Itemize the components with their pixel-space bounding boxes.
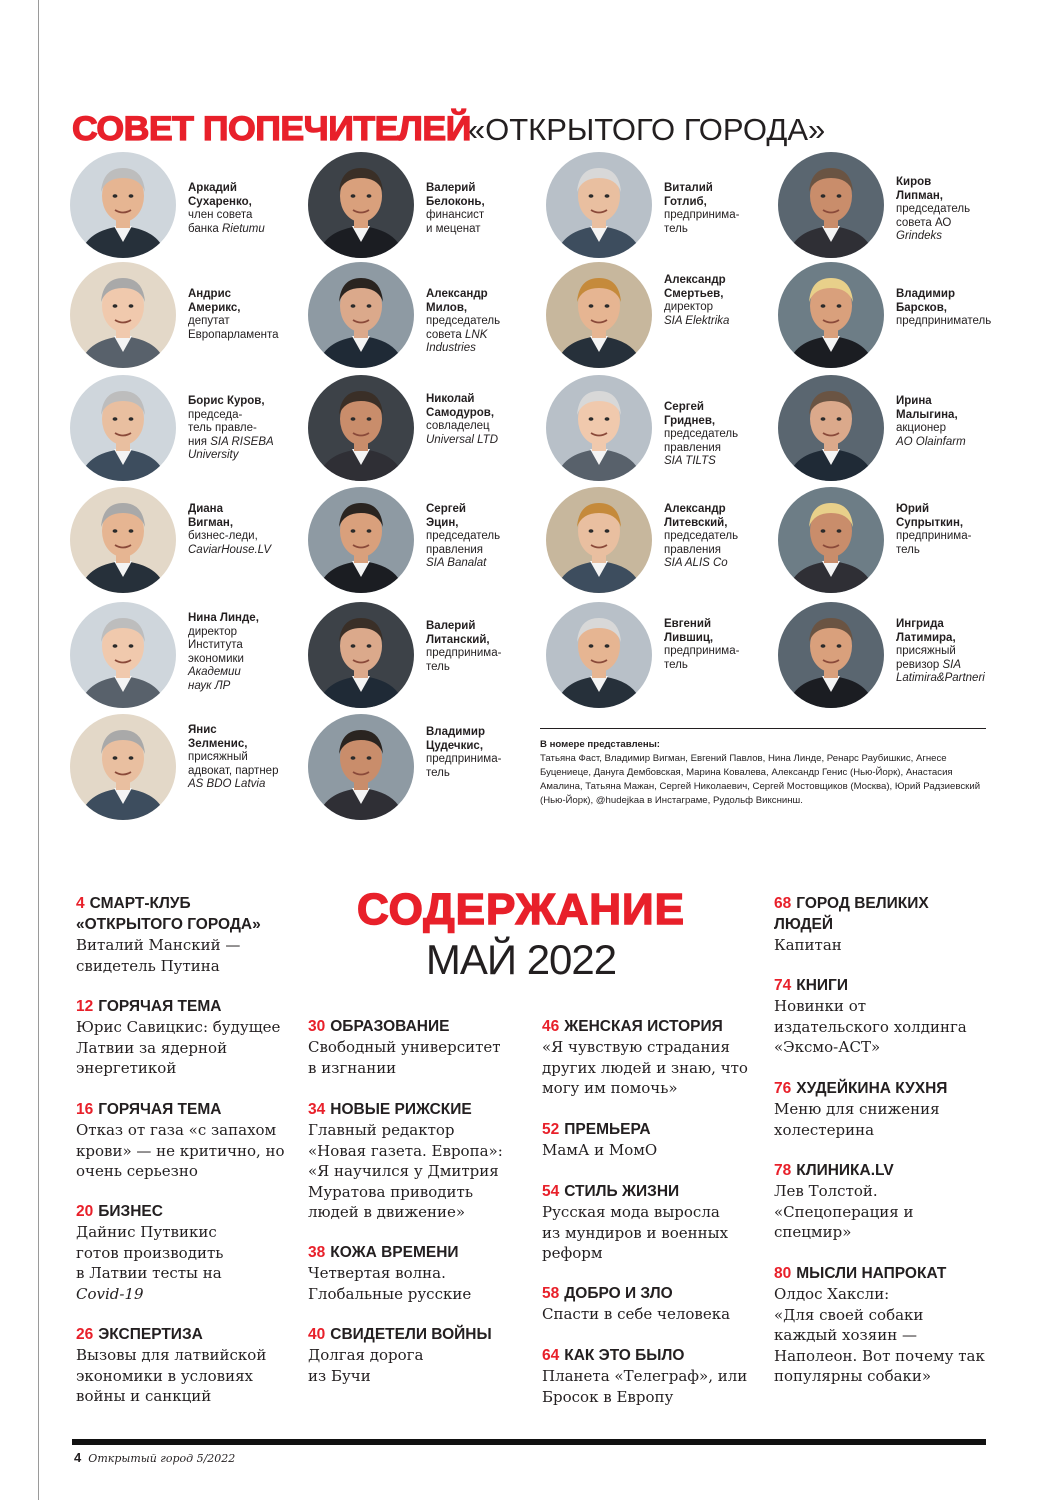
contents-page-number: 46: [542, 1018, 560, 1035]
contents-page-number: 40: [308, 1326, 326, 1343]
credits-text: Татьяна Фаст, Владимир Вигман, Евгений Павлов, Нина Линде, Ренарс Раубишкис, Агнесе Буцениеце, Дануга Дембовская, Марина Ковалева, Александр Генис (Нью-Йорк), Анастасия Амалина, Татьяна Мажан, Сергей Николаевич, Сергей Мостовщиков (Москва), Юрий Радзиевский (Нью-Йорк), @hudejkaa в Инстаграме, Рудольф Викснинш.: [540, 753, 981, 806]
contents-item-heading: [308, 1242, 538, 1263]
credits-divider: [540, 728, 986, 729]
contents-item-heading: [308, 1099, 538, 1120]
member-info: [664, 274, 729, 328]
board-member: [70, 152, 300, 262]
board-member: [778, 602, 1008, 712]
member-role-text: присяжный адвокат, партнер: [188, 751, 279, 777]
contents-page-number: 74: [774, 977, 792, 994]
contents-description-text: МамА и МомО: [542, 1141, 658, 1159]
contents-item[interactable]: [542, 1119, 762, 1161]
member-info: [426, 182, 485, 236]
contents-item-description: [774, 1099, 994, 1140]
contents-item-heading: [774, 1263, 994, 1284]
board-member: [70, 714, 300, 824]
member-organization: Академии наук ЛР: [188, 666, 241, 692]
contents-item[interactable]: [308, 1016, 538, 1078]
member-info: [426, 726, 501, 780]
contents-page-number: 54: [542, 1183, 560, 1200]
contents-section-title: СМАРТ-КЛУБ «ОТКРЫТОГО ГОРОДА»: [76, 895, 261, 933]
contents-section-title: БИЗНЕС: [98, 1203, 163, 1220]
member-role: [188, 209, 265, 236]
contents-item[interactable]: [76, 1201, 306, 1304]
member-info: [664, 618, 739, 672]
contents-page-number: 78: [774, 1162, 792, 1179]
member-role-text: предпринима- тель: [426, 647, 502, 673]
member-role-text: председатель правления: [664, 530, 739, 556]
member-role: [426, 209, 485, 236]
contents-item-description: [774, 996, 994, 1058]
member-info: [426, 393, 498, 447]
contents-item-description: [542, 1140, 762, 1161]
contents-title: СОДЕРЖАНИЕ: [356, 885, 686, 934]
member-role-text: предприниматель: [896, 315, 992, 327]
member-role: [664, 301, 729, 328]
member-organization: SIA Banalat: [426, 557, 487, 569]
contents-page-number: 80: [774, 1265, 792, 1282]
member-photo: [70, 152, 176, 258]
member-organization: Grindeks: [896, 230, 943, 242]
contents-item-description: [76, 1222, 306, 1304]
member-photo: [778, 487, 884, 593]
member-role-text: финансист и меценат: [426, 209, 485, 235]
contents-description-text: Дайнис Путвикис готов производить в Латвии тесты на: [76, 1223, 224, 1282]
contents-item[interactable]: [542, 1283, 762, 1325]
member-role: [188, 751, 278, 792]
contents-item[interactable]: [308, 1242, 538, 1304]
contents-description-text: Лев Толстой. «Спецоперация и спецмир»: [774, 1182, 914, 1241]
contents-item[interactable]: [308, 1099, 538, 1223]
member-photo: [70, 487, 176, 593]
member-role-text: член совета банка: [188, 209, 253, 235]
contents-item-description: [774, 1181, 994, 1243]
contents-item-description: [308, 1345, 538, 1386]
contents-section-title: СТИЛЬ ЖИЗНИ: [564, 1183, 680, 1200]
member-info: [896, 395, 966, 449]
contents-item-heading: [774, 975, 994, 996]
member-role-text: совладелец: [426, 420, 490, 432]
member-photo: [70, 262, 176, 368]
contents-item-heading: [542, 1345, 762, 1366]
contents-description-text: Четвертая волна. Глобальные русские: [308, 1264, 472, 1303]
member-name: Виталий Готлиб,: [664, 182, 713, 208]
member-info: [664, 182, 739, 236]
board-member: [546, 262, 776, 372]
contents-item[interactable]: [774, 893, 974, 956]
member-info: [188, 503, 271, 557]
member-photo: [70, 602, 176, 708]
contents-section-title: ПРЕМЬЕРА: [564, 1121, 651, 1138]
member-info: [188, 612, 259, 693]
contents-section-title: КОЖА ВРЕМЕНИ: [330, 1244, 459, 1261]
member-info: [426, 503, 500, 571]
contents-section-title: ОБРАЗОВАНИЕ: [330, 1018, 450, 1035]
contents-item-heading: [542, 1016, 762, 1037]
contents-page-number: 64: [542, 1347, 560, 1364]
contents-description-text: Свободный университет в изгнании: [308, 1038, 501, 1077]
contents-section-title: СВИДЕТЕЛИ ВОЙНЫ: [330, 1326, 492, 1343]
member-name: Аркадий Сухаренко,: [188, 182, 252, 208]
member-name: Сергей Гриднев,: [664, 401, 716, 427]
member-role: [188, 626, 259, 694]
member-role-text: председатель правления: [426, 530, 501, 556]
contents-item[interactable]: [76, 1324, 306, 1407]
member-role-text: председатель совета: [426, 315, 501, 341]
credits-heading: В номере представлены:: [540, 739, 660, 750]
contents-title-block: [314, 884, 728, 984]
member-role: [426, 753, 501, 780]
contents-description-emphasis: Covid-19: [76, 1284, 144, 1303]
member-role-text: председатель совета АО: [896, 203, 971, 229]
page-footer: [74, 1450, 235, 1465]
board-member: [70, 602, 300, 712]
member-role-text: предпринима- тель: [664, 645, 740, 671]
member-role: [426, 647, 501, 674]
member-name: Киров Липман,: [896, 176, 943, 202]
contents-description-text: Юрис Савицкис: будущее Латвии за ядерной энергетикой: [76, 1018, 281, 1077]
member-role: [896, 645, 985, 686]
member-role: [426, 420, 498, 447]
magazine-issue: Открытый город 5/2022: [88, 1452, 236, 1465]
member-info: [188, 288, 279, 342]
contents-item-description: [542, 1202, 762, 1264]
contents-page-number: 26: [76, 1326, 94, 1343]
member-role: [188, 315, 279, 342]
member-role-text: председа- тель правле- ния: [188, 408, 257, 448]
contents-section-title: КНИГИ: [796, 977, 848, 994]
contents-item-heading: [76, 996, 306, 1017]
board-member: [70, 375, 300, 485]
contents-item-description: [774, 935, 974, 956]
member-photo: [778, 602, 884, 708]
contents-section-title: НОВЫЕ РИЖСКИЕ: [330, 1101, 472, 1118]
board-member: [778, 152, 1008, 262]
board-title-light: «ОТКРЫТОГО ГОРОДА»: [467, 112, 826, 147]
contents-section-title: ЖЕНСКАЯ ИСТОРИЯ: [564, 1018, 723, 1035]
member-role-text: предпринима- тель: [664, 209, 740, 235]
member-role: [896, 422, 966, 449]
contents-description-text: Спасти в себе человека: [542, 1305, 731, 1323]
member-organization: CaviarHouse.LV: [188, 543, 272, 556]
member-organization: SIA RISEBA University: [188, 435, 274, 461]
contents-section-title: ЭКСПЕРТИЗА: [98, 1326, 203, 1343]
contents-item[interactable]: [308, 1324, 538, 1386]
contents-page-number: 30: [308, 1018, 326, 1035]
member-photo: [546, 262, 652, 368]
member-photo: [70, 375, 176, 481]
contents-item-description: [308, 1263, 538, 1304]
member-name: Валерий Литанский,: [426, 620, 490, 646]
member-role-text: директор Института экономики: [188, 625, 244, 665]
member-role: [896, 530, 971, 557]
member-organization: SIA Elektrika: [664, 314, 730, 327]
member-photo: [70, 714, 176, 820]
member-name: Борис Куров,: [188, 395, 265, 407]
board-member: [778, 375, 1008, 485]
member-name: Диана Вигман,: [188, 503, 234, 529]
contents-item[interactable]: [542, 1181, 762, 1264]
contents-item-heading: [774, 1160, 994, 1181]
contents-description-text: Долгая дорога из Бучи: [308, 1346, 424, 1385]
member-info: [896, 176, 970, 244]
contents-item-description: [76, 1120, 306, 1182]
contents-item-heading: [76, 1099, 306, 1120]
member-role: [188, 530, 271, 557]
board-member: [546, 487, 776, 597]
member-info: [896, 288, 991, 329]
member-photo: [546, 487, 652, 593]
member-photo: [308, 262, 414, 368]
member-photo: [308, 487, 414, 593]
member-role: [426, 530, 500, 571]
member-name: Сергей Эцин,: [426, 503, 466, 529]
member-role-text: предпринима- тель: [896, 530, 972, 556]
contents-description-text: Новинки от издательского холдинга «Эксмо-АСТ»: [774, 997, 967, 1056]
member-name: Александр Смертьев,: [664, 274, 726, 300]
member-organization: SIA TILTS: [664, 455, 716, 467]
contents-item[interactable]: [542, 1345, 762, 1407]
member-name: Юрий Супрыткин,: [896, 503, 964, 529]
board-member: [70, 487, 300, 597]
page-edge-line: [38, 0, 39, 1500]
member-info: [426, 288, 500, 356]
contents-section-title: ГОРЯЧАЯ ТЕМА: [98, 998, 222, 1015]
contents-item-description: [542, 1037, 762, 1099]
member-role: [664, 209, 739, 236]
member-photo: [308, 152, 414, 258]
contents-item[interactable]: [76, 996, 306, 1079]
member-role-text: директор: [664, 301, 714, 313]
member-role-text: акционер: [896, 422, 946, 434]
contents-item-heading: [542, 1283, 762, 1304]
board-member: [308, 262, 538, 372]
member-name: Янис Зелменис,: [188, 724, 248, 750]
member-info: [896, 618, 985, 686]
member-role-text: бизнес-леди,: [188, 530, 258, 542]
member-role-text: присяжный ревизор: [896, 645, 956, 671]
contents-item-heading: [76, 1201, 306, 1222]
member-name: Владимир Барсков,: [896, 288, 955, 314]
member-role-text: предпринима- тель: [426, 753, 502, 779]
contents-description-text: Меню для снижения холестерина: [774, 1100, 940, 1139]
contents-item-heading: [542, 1181, 762, 1202]
contents-description-text: «Я чувствую страдания других людей и знаю, что могу им помочь»: [542, 1038, 748, 1097]
contents-page-number: 4: [76, 895, 85, 912]
member-name: Нина Линде,: [188, 612, 259, 624]
contents-description-text: Капитан: [774, 936, 842, 954]
contents-section-title: ДОБРО И ЗЛО: [564, 1285, 673, 1302]
member-name: Андрис Америкс,: [188, 288, 241, 314]
member-role: [664, 645, 739, 672]
contents-item-description: [308, 1037, 538, 1078]
contents-section-title: ХУДЕЙКИНА КУХНЯ: [796, 1080, 948, 1097]
contents-section-title: ГОРОД ВЕЛИКИХ ЛЮДЕЙ: [774, 895, 929, 933]
member-name: Александр Литевский,: [664, 503, 728, 529]
contents-page-number: 34: [308, 1101, 326, 1118]
board-member: [546, 152, 776, 262]
member-organization: Rietumu: [221, 222, 265, 235]
contents-item[interactable]: [76, 893, 286, 976]
member-name: Ирина Малыгина,: [896, 395, 958, 421]
member-role: [664, 530, 738, 571]
contents-page-number: 58: [542, 1285, 560, 1302]
contents-item[interactable]: [542, 1016, 762, 1099]
contents-item-description: [308, 1120, 538, 1223]
member-info: [664, 401, 738, 469]
member-name: Александр Милов,: [426, 288, 488, 314]
contents-page-number: 52: [542, 1121, 560, 1138]
contents-page-number: 16: [76, 1101, 94, 1118]
member-photo: [546, 152, 652, 258]
member-role-text: председатель правления: [664, 428, 739, 454]
contents-section-title: ГОРЯЧАЯ ТЕМА: [98, 1101, 222, 1118]
contents-section-title: МЫСЛИ НАПРОКАТ: [796, 1265, 947, 1282]
member-photo: [308, 375, 414, 481]
page-number: 4: [74, 1450, 82, 1465]
member-role: [188, 409, 274, 463]
board-title: [72, 110, 825, 149]
board-member: [308, 714, 538, 824]
contents-description-text: Планета «Телеграф», или Бросок в Европу: [542, 1367, 748, 1406]
member-info: [426, 620, 501, 674]
board-member: [546, 375, 776, 485]
member-name: Николай Самодуров,: [426, 393, 495, 419]
contents-item-heading: [76, 1324, 306, 1345]
member-role-text: депутат Европарламента: [188, 315, 279, 341]
contents-page-number: 38: [308, 1244, 326, 1261]
member-photo: [778, 262, 884, 368]
member-info: [896, 503, 971, 557]
member-info: [188, 724, 278, 792]
member-organization: SIA ALIS Co: [664, 557, 728, 569]
issue-date: МАЙ 2022: [425, 936, 617, 983]
contents-item-description: [76, 1345, 306, 1407]
member-organization: Universal LTD: [426, 433, 498, 446]
contents-item-heading: [76, 893, 286, 935]
member-name: Владимир Цудечкис,: [426, 726, 485, 752]
member-role: [896, 203, 970, 244]
contents-page-number: 76: [774, 1080, 792, 1097]
contents-page-number: 12: [76, 998, 94, 1015]
contents-page-number: 68: [774, 895, 792, 912]
contents-item-description: [774, 1284, 994, 1387]
contents-item[interactable]: [774, 975, 994, 1058]
member-role: [426, 315, 500, 356]
contents-item[interactable]: [774, 1263, 994, 1387]
member-organization: LNK Industries: [426, 328, 488, 354]
member-role: [664, 428, 738, 469]
member-name: Евгений Лившиц,: [664, 618, 714, 644]
board-member: [308, 487, 538, 597]
contents-item-description: [542, 1366, 762, 1407]
member-photo: [308, 714, 414, 820]
contents-description-text: Отказ от газа «с запахом крови» — не критично, но очень серьезно: [76, 1121, 285, 1180]
contents-page-number: 20: [76, 1203, 94, 1220]
member-photo: [778, 152, 884, 258]
contents-item-heading: [308, 1016, 538, 1037]
board-member: [308, 152, 538, 262]
member-role: [896, 315, 991, 329]
member-info: [664, 503, 738, 571]
contents-item-description: [76, 935, 286, 976]
member-info: [188, 182, 265, 236]
board-member: [308, 602, 538, 712]
member-organization: SIA Latimira&Partneri: [896, 658, 985, 684]
member-organization: AS BDO Latvia: [188, 778, 266, 790]
contents-item[interactable]: [774, 1078, 994, 1140]
board-member: [546, 602, 776, 712]
member-info: [188, 395, 274, 463]
contents-item-heading: [774, 893, 974, 935]
credits: [540, 738, 990, 808]
contents-description-text: Русская мода выросла из мундиров и военных реформ: [542, 1203, 729, 1262]
contents-item-description: [76, 1017, 306, 1079]
board-member: [70, 262, 300, 372]
contents-section-title: КАК ЭТО БЫЛО: [564, 1347, 685, 1364]
contents-item-heading: [542, 1119, 762, 1140]
member-photo: [778, 375, 884, 481]
member-photo: [546, 375, 652, 481]
board-title-bold: СОВЕТ ПОПЕЧИТЕЛЕЙ: [72, 110, 471, 148]
member-name: Валерий Белоконь,: [426, 182, 485, 208]
member-photo: [546, 602, 652, 708]
contents-description-text: Вызовы для латвийской экономики в условиях войны и санкций: [76, 1346, 267, 1405]
board-member: [778, 262, 1008, 372]
contents-description-text: Виталий Манский — свидетель Путина: [76, 936, 241, 975]
contents-section-title: КЛИНИКА.LV: [796, 1162, 894, 1179]
member-organization: AO Olainfarm: [896, 435, 966, 448]
contents-description-text: Олдос Хаксли: «Для своей собаки каждый хозяин — Наполеон. Вот почему так популярны собаки»: [774, 1285, 985, 1385]
footer-rule: [72, 1439, 986, 1445]
contents-item-heading: [308, 1324, 538, 1345]
member-name: Ингрида Латимира,: [896, 618, 956, 644]
contents-item[interactable]: [774, 1160, 994, 1243]
board-member: [308, 375, 538, 485]
contents-item-description: [542, 1304, 762, 1325]
board-member: [778, 487, 1008, 597]
contents-item-heading: [774, 1078, 994, 1099]
contents-item[interactable]: [76, 1099, 306, 1182]
contents-description-text: Главный редактор «Новая газета. Европа»: «Я научился у Дмитрия Муратова приводить людей в движение»: [308, 1121, 503, 1221]
member-photo: [308, 602, 414, 708]
